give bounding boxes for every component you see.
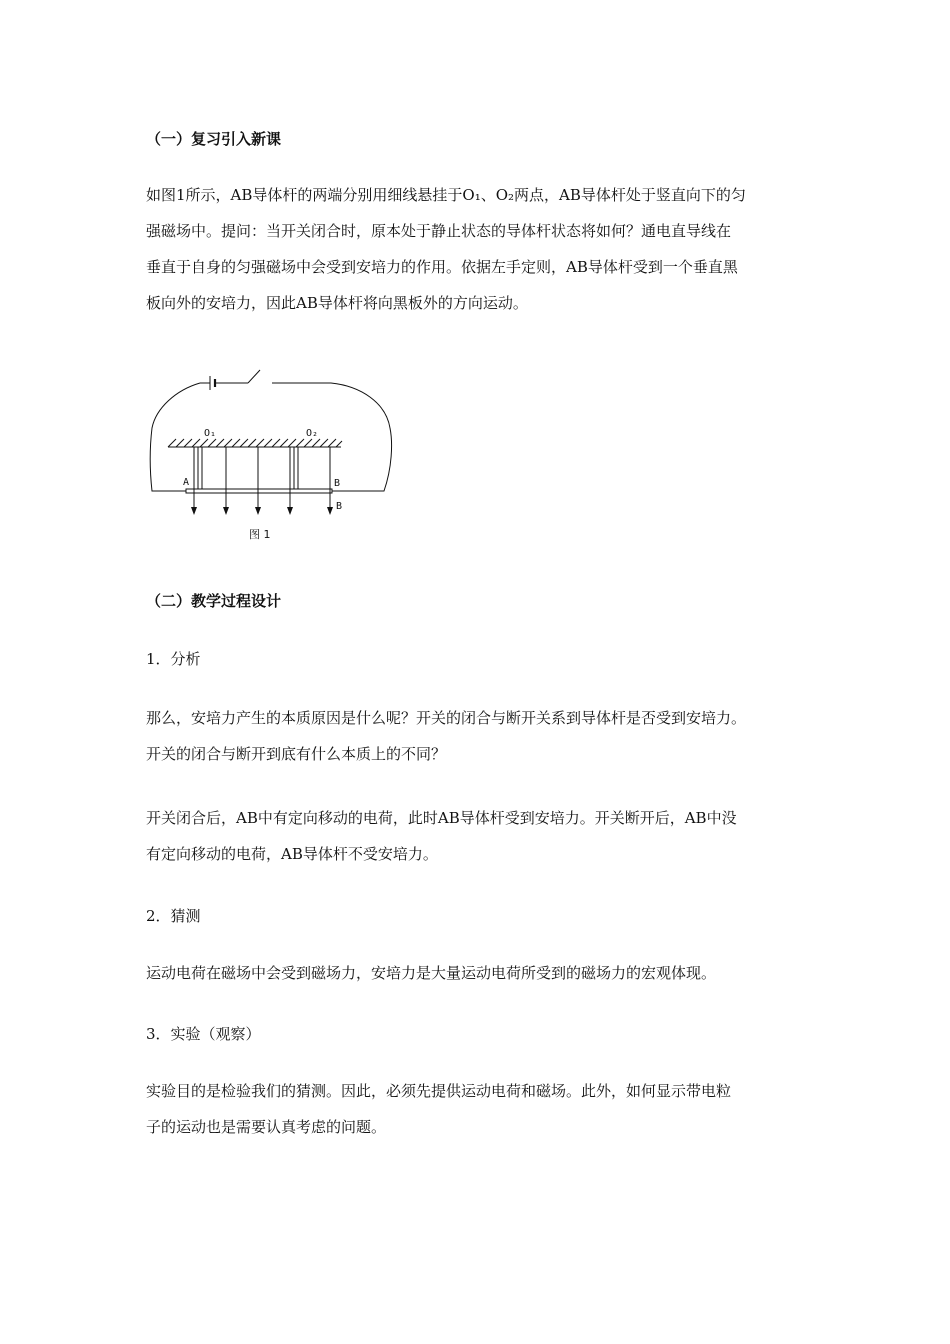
- arrow-down-icon: [223, 507, 229, 515]
- label-o1: O₁: [204, 428, 217, 439]
- arrow-down-icon: [327, 507, 333, 515]
- conductor-rod-ab: [186, 489, 332, 493]
- analysis-paragraph-1: [146, 700, 806, 772]
- ceiling-hatching: [168, 439, 342, 447]
- section-heading-review: （一）复习引入新课: [146, 130, 282, 148]
- intro-paragraph: [146, 177, 806, 321]
- label-b-rod: B: [334, 478, 341, 489]
- text-line: 强磁场中。提问：当开关闭合时，原本处于静止状态的导体杆状态将如何？通电直导线在: [146, 222, 732, 240]
- arrow-down-icon: [191, 507, 197, 515]
- field-arrowheads: [191, 507, 333, 515]
- text-line: 垂直于自身的匀强磁场中会受到安培力的作用。依据左手定则，AB导体杆受到一个垂直黑: [146, 258, 738, 276]
- circuit-diagram: [146, 358, 406, 548]
- label-o2: O₂: [306, 428, 319, 439]
- figure-1-circuit-diagram: [146, 358, 406, 548]
- item-title-experiment: 3．实验（观察）: [146, 1025, 261, 1043]
- label-b-field: B: [336, 501, 343, 512]
- text-line: 实验目的是检验我们的猜测。因此，必须先提供运动电荷和磁场。此外，如何显示带电粒: [146, 1082, 732, 1100]
- switch-lever: [248, 370, 260, 383]
- text-line: 子的运动也是需要认真考虑的问题。: [146, 1118, 387, 1136]
- magnetic-field-lines: [194, 447, 330, 508]
- text-line: 如图1所示，AB导体杆的两端分别用细线悬挂于O₁、O₂两点，AB导体杆处于竖直向下的匀: [146, 186, 746, 204]
- experiment-paragraph: [146, 1073, 806, 1145]
- text-line: 那么，安培力产生的本质原因是什么呢？开关的闭合与断开关系到导体杆是否受到安培力。: [146, 709, 747, 727]
- item-title-analysis: 1．分析: [146, 650, 201, 668]
- guess-paragraph: [146, 955, 806, 991]
- text-line: 有定向移动的电荷，AB导体杆不受安培力。: [146, 845, 438, 863]
- item-title-guess: 2．猜测: [146, 907, 201, 925]
- figure-caption: 图 1: [249, 528, 271, 541]
- label-a: A: [183, 477, 190, 488]
- text-line: 开关闭合后，AB中有定向移动的电荷，此时AB导体杆受到安培力。开关断开后，AB中没: [146, 809, 737, 827]
- analysis-paragraph-2: [146, 800, 806, 872]
- arrow-down-icon: [287, 507, 293, 515]
- text-line: 开关的闭合与断开到底有什么本质上的不同？: [146, 745, 447, 763]
- text-line: 板向外的安培力，因此AB导体杆将向黑板外的方向运动。: [146, 294, 528, 312]
- section-heading-process: （二）教学过程设计: [146, 592, 282, 610]
- arrow-down-icon: [255, 507, 261, 515]
- text-line: 运动电荷在磁场中会受到磁场力，安培力是大量运动电荷所受到的磁场力的宏观体现。: [146, 964, 717, 982]
- wire-left: [150, 383, 200, 491]
